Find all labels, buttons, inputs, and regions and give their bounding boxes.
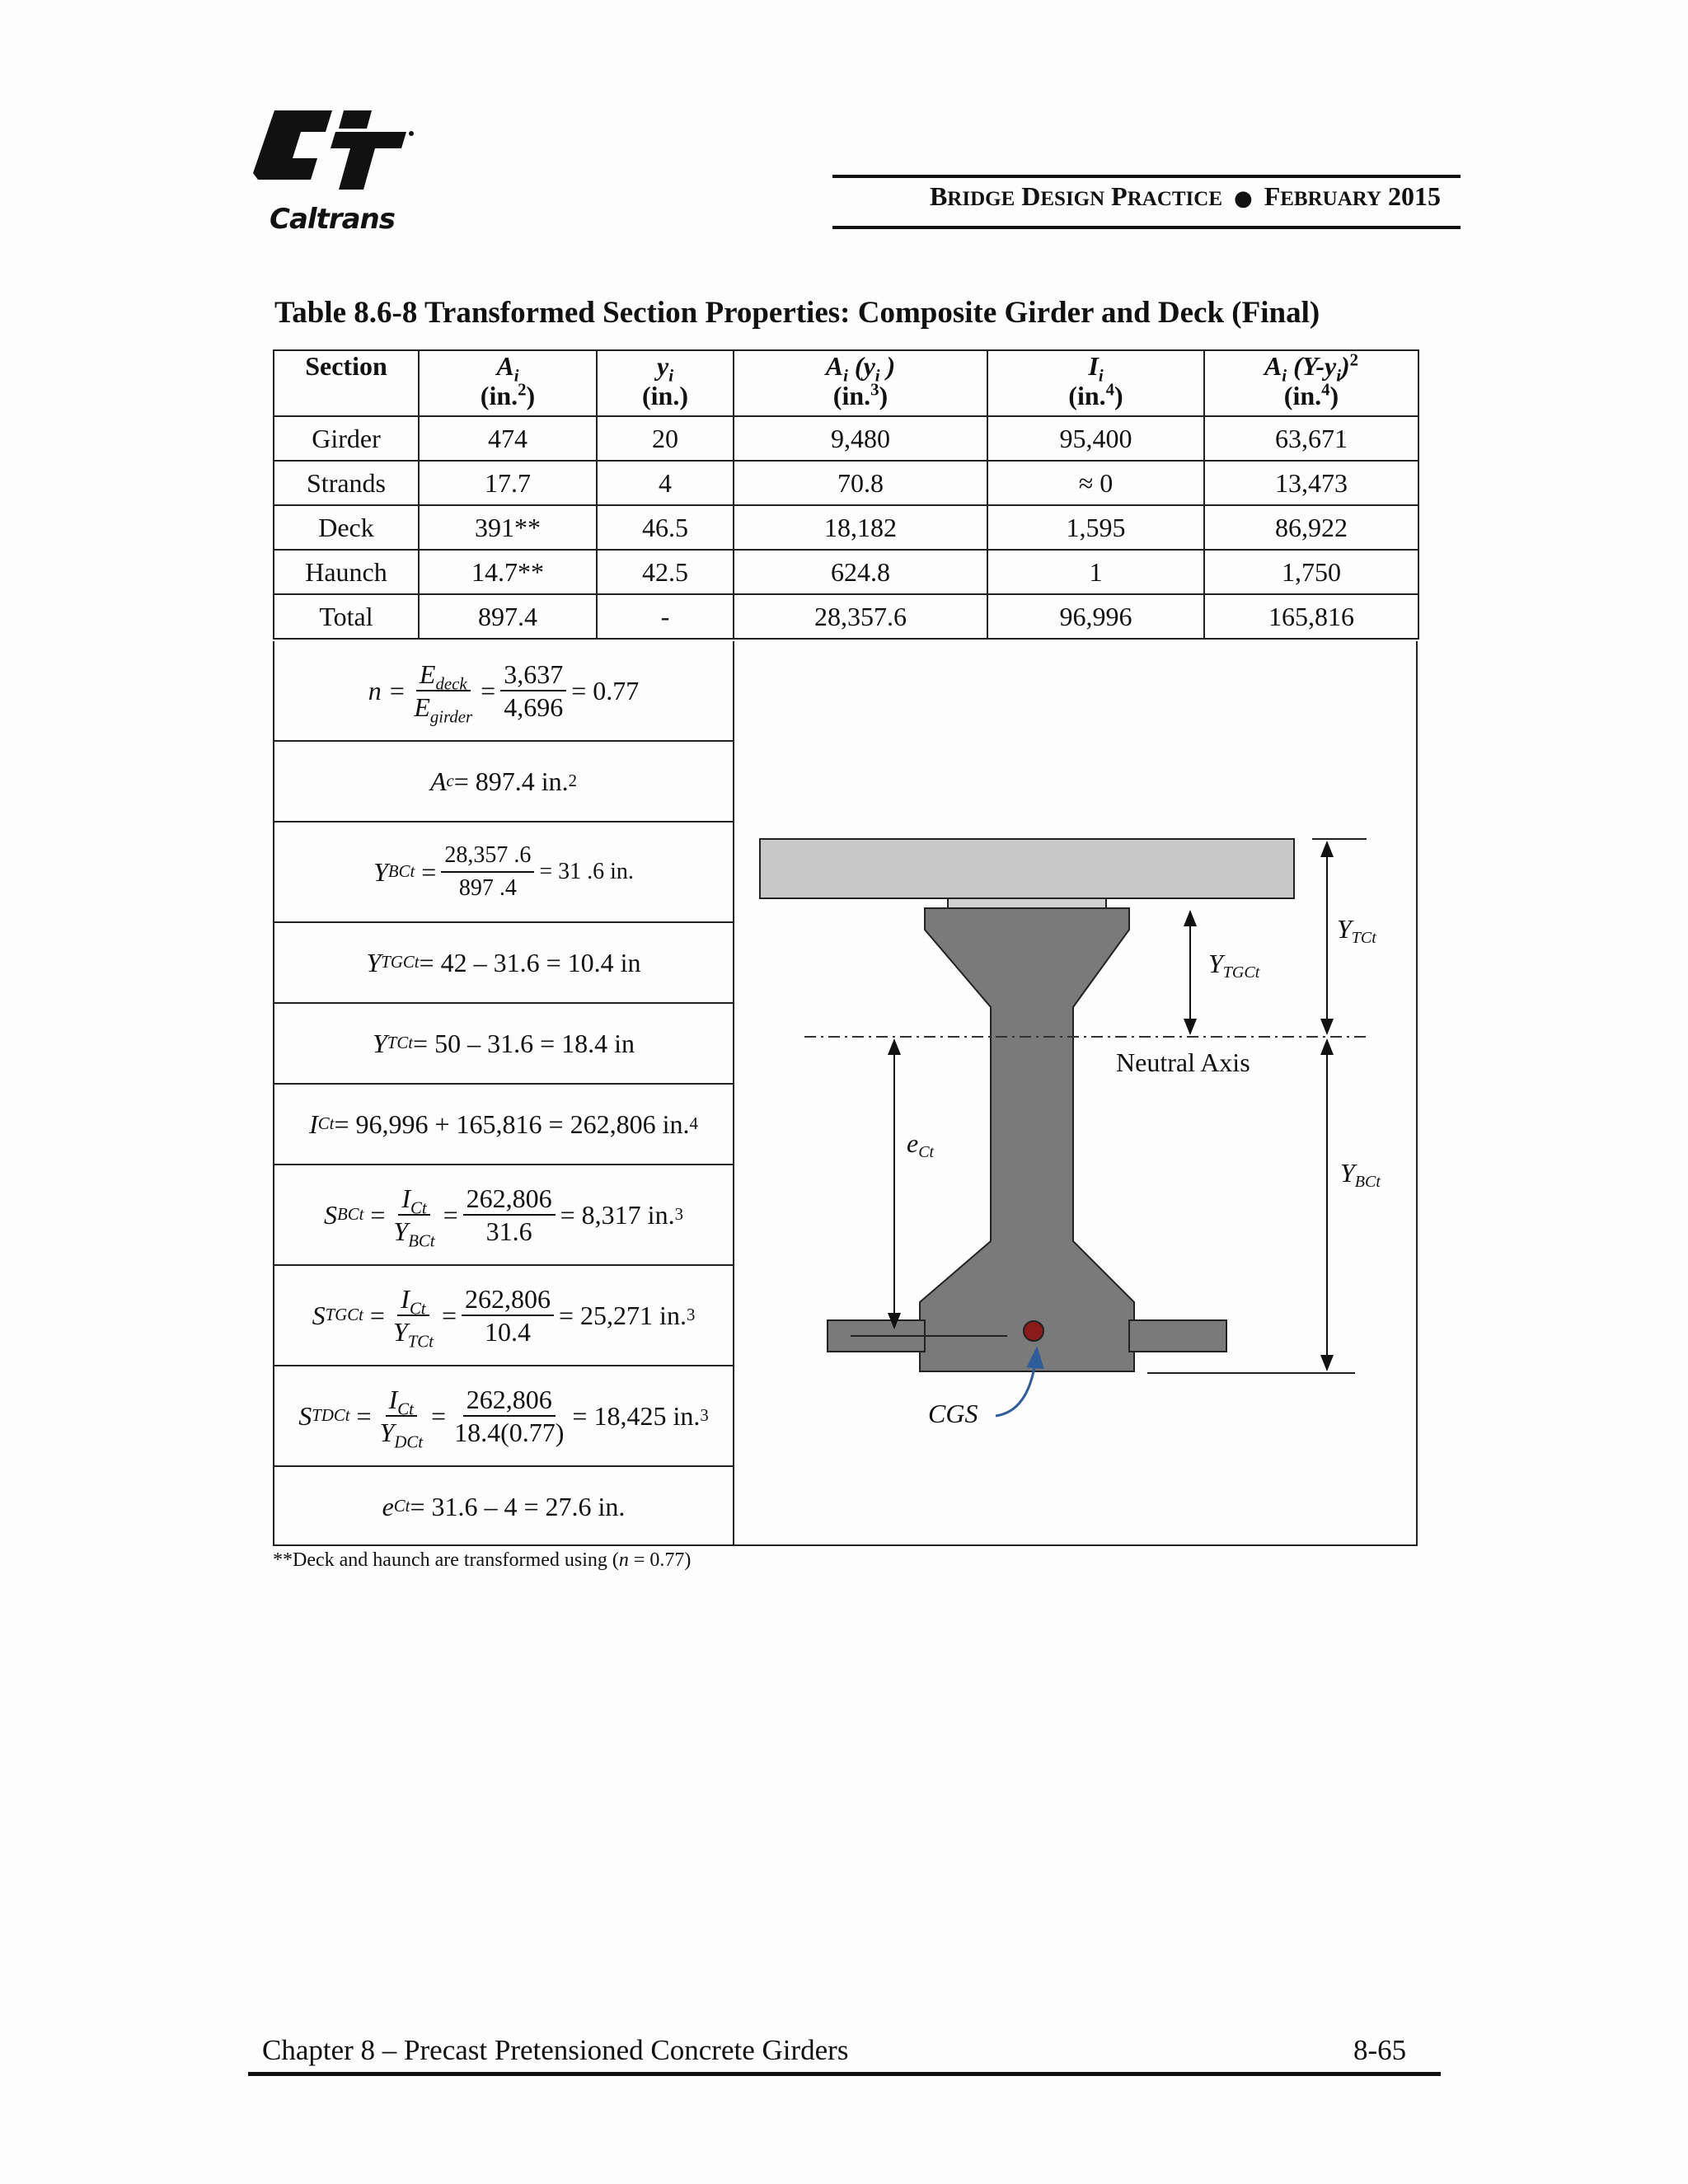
col-header-ay: $A_i$ ($y_i$ ) (in.$^3$)	[734, 350, 987, 416]
table-cell: 13,473	[1204, 461, 1418, 505]
table-cell: Girder	[274, 416, 419, 461]
table-cell: 63,671	[1204, 416, 1418, 461]
table-cell: 42.5	[597, 550, 734, 594]
table-cell: 28,357.6	[734, 594, 987, 639]
table-row	[274, 416, 1418, 461]
table-cell: 624.8	[734, 550, 987, 594]
calculation-column	[274, 641, 734, 1544]
table-cell: 1	[987, 550, 1204, 594]
footer-page-number: 8-65	[1353, 2034, 1407, 2066]
calc-sbct: S BCt = $\frac{I_{Ct}}{Y_{BCt}}$ = $\frac{262,806}{31.6}$ = 8,317 in. 3	[274, 1165, 733, 1266]
table-cell: Strands	[274, 461, 419, 505]
girder-shape	[920, 908, 1134, 1371]
table-cell: 14.7**	[419, 550, 597, 594]
table-cell: 18,182	[734, 505, 987, 550]
bullet-icon: ●	[1234, 186, 1253, 211]
table-cell: 70.8	[734, 461, 987, 505]
label-ect: eCt	[907, 1128, 935, 1161]
table-cell: 96,996	[987, 594, 1204, 639]
table-cell: 86,922	[1204, 505, 1418, 550]
col-header-y: $y_i$ (in.)	[597, 350, 734, 416]
col-header-area: $A_i$ (in.$^2$)	[419, 350, 597, 416]
deck-slab	[760, 839, 1294, 898]
header-title: BRIDGE DESIGN PRACTICE ● FEBRUARY 2015	[929, 181, 1441, 211]
calc-ect: e Ct = 31.6 – 4 = 27.6 in.	[382, 1491, 626, 1521]
table-cell: ≈ 0	[987, 461, 1204, 505]
col-header-ayy2: $A_i$ $(Y-y_i)^2$ (in.$^4$)	[1204, 350, 1418, 416]
table-cell: Deck	[274, 505, 419, 550]
table-cell: 1,750	[1204, 550, 1418, 594]
calc-ytct: Y TCt = 50 – 31.6 = 18.4 in	[274, 1004, 733, 1085]
table-header-row	[274, 350, 1418, 416]
footer-rule	[248, 2072, 1441, 2076]
page-header	[832, 175, 1461, 229]
properties-table	[273, 349, 1419, 640]
label-ybct: YBCt	[1340, 1158, 1381, 1191]
girder-section-diagram	[735, 816, 1395, 1492]
table-footnote: **Deck and haunch are transformed using (n = 0.77)	[273, 1549, 692, 1571]
table-cell: 474	[419, 416, 597, 461]
table-cell: 46.5	[597, 505, 734, 550]
logo-text: Caltrans	[270, 203, 395, 236]
table-cell: Total	[274, 594, 419, 639]
calc-area: A c = 897.4 in. 2	[274, 742, 733, 823]
label-ytct: YTCt	[1337, 914, 1376, 947]
calc-stgct: S TGCt = $\frac{I_{Ct}}{Y_{TCt}}$ = $\frac{262,806}{10.4}$ = 25,271 in. 3	[274, 1266, 733, 1366]
table-row	[274, 505, 1418, 550]
table-row	[274, 550, 1418, 594]
table-row	[274, 461, 1418, 505]
footer-chapter: Chapter 8 – Precast Pretensioned Concrete Girders	[262, 2034, 849, 2066]
label-neutral-axis: Neutral Axis	[1116, 1047, 1250, 1077]
calc-stdct: S TDCt = $\frac{I_{Ct}}{Y_{DCt}}$ = $\frac{262,806}{18.4(0.77)}$ = 18,425 in. 3	[274, 1366, 733, 1467]
table-cell: Haunch	[274, 550, 419, 594]
table-cell: 95,400	[987, 416, 1204, 461]
cgs-dot	[1024, 1321, 1043, 1341]
haunch	[948, 898, 1106, 908]
table-title: Table 8.6-8 Transformed Section Properties: Composite Girder and Deck (Final)	[274, 296, 1320, 330]
calc-modular-ratio: n = $\frac{E_{deck}}{E_{girder}}$ = $\frac{3,637}{4,696}$ = 0.77	[274, 641, 733, 742]
table-cell: 9,480	[734, 416, 987, 461]
calc-ytgct: Y TGCt = 42 – 31.6 = 10.4 in	[274, 923, 733, 1004]
strand-right	[1129, 1320, 1226, 1352]
col-header-section: Section	[274, 350, 419, 416]
col-header-inertia: $I_i$ (in.$^4$)	[987, 350, 1204, 416]
table-row	[274, 594, 1418, 639]
table-cell: 897.4	[419, 594, 597, 639]
table-cell: -	[597, 594, 734, 639]
calc-ict: I Ct = 96,996 + 165,816 = 262,806 in. 4	[274, 1085, 733, 1165]
table-cell: 17.7	[419, 461, 597, 505]
table-cell: 4	[597, 461, 734, 505]
table-cell: 20	[597, 416, 734, 461]
table-cell: 391**	[419, 505, 597, 550]
table-cell: 1,595	[987, 505, 1204, 550]
label-cgs: CGS	[928, 1399, 978, 1428]
calc-ybct: Y BCt = $\frac{28,357 .6}{897 .4}$ = 31 .6 in.	[274, 823, 733, 923]
label-ytgct: YTGCt	[1208, 949, 1260, 982]
caltrans-logo	[251, 107, 416, 239]
table-cell: 165,816	[1204, 594, 1418, 639]
